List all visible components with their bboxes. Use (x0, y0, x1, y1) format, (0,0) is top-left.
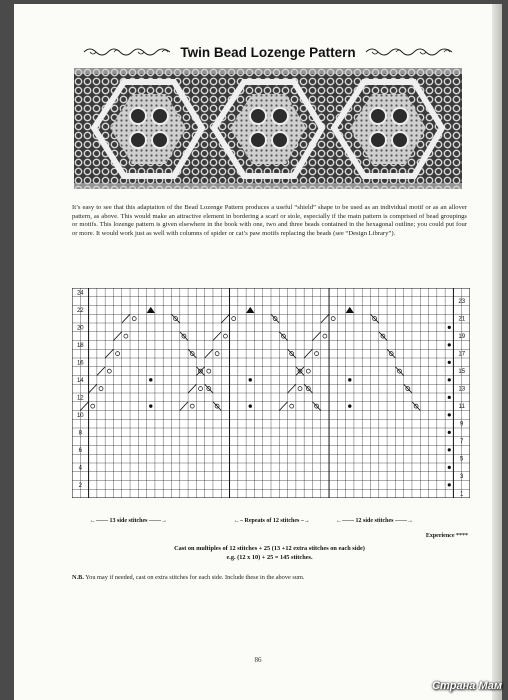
book-page (14, 4, 502, 700)
row-number-right: 19 (458, 334, 466, 341)
bead-symbol (149, 378, 152, 381)
knitting-chart (72, 288, 470, 498)
edge-bead-symbol (448, 413, 451, 416)
row-number-right: 15 (458, 369, 466, 376)
cast-on-line-1: Cast on multiples of 12 stitches + 25 (13 +12 extra stitches on each side) (174, 545, 365, 552)
stitch-label-right: ←—— 12 side stitches ——→ (336, 518, 413, 524)
cast-on-instructions (72, 544, 467, 562)
page-gutter (492, 4, 502, 700)
row-number-right: 23 (458, 299, 466, 306)
edge-bead-symbol (448, 483, 451, 486)
bead-symbol (249, 404, 252, 407)
edge-bead-symbol (448, 431, 451, 434)
row-number-right: 21 (458, 316, 466, 323)
edge-bead-symbol (448, 326, 451, 329)
title-row (70, 42, 466, 62)
row-number-right: 3 (460, 474, 464, 481)
edge-bead-symbol (448, 378, 451, 381)
repeat-stitches: Repeats of 12 stitches (244, 518, 300, 524)
bead-symbol (249, 378, 252, 381)
experience-rating: Experience **** (425, 533, 468, 539)
row-number-left: 18 (76, 342, 84, 349)
row-number-left: 22 (76, 307, 84, 314)
stitch-label-left: ←—— 13 side stitches ——→ (90, 518, 167, 524)
edge-bead-symbol (448, 466, 451, 469)
right-side-stitches: 12 side stitches (355, 518, 394, 524)
row-number-left: 8 (78, 430, 82, 437)
lace-swatch-photo (74, 68, 462, 189)
row-number-right: 11 (458, 404, 465, 411)
row-number-left: 4 (78, 465, 82, 472)
nb-note (72, 574, 467, 581)
row-number-right: 17 (458, 351, 466, 358)
page-number: 86 (254, 656, 262, 664)
edge-bead-symbol (448, 396, 451, 399)
stitch-label-repeat: ←– Repeats of 12 stitches –→ (234, 518, 310, 524)
row-number-left: 16 (76, 360, 84, 367)
row-number-right: 1 (460, 491, 464, 498)
edge-bead-symbol (448, 361, 451, 364)
row-number-right: 13 (458, 386, 466, 393)
bead-symbol (149, 404, 152, 407)
page-title: Twin Bead Lozenge Pattern (180, 44, 356, 60)
row-number-right: 9 (460, 421, 464, 428)
row-number-left: 14 (76, 377, 84, 384)
row-number-left: 20 (76, 325, 84, 332)
cast-on-line-2: e.g. (12 x 10) + 25 = 145 stitches. (226, 554, 313, 561)
nb-label: N.B. (72, 574, 84, 581)
row-number-left: 12 (76, 395, 84, 402)
bead-symbol (348, 378, 351, 381)
bead-symbol (348, 404, 351, 407)
site-watermark: Страна Мам (432, 680, 502, 692)
row-number-left: 24 (76, 290, 84, 297)
row-number-left: 6 (78, 447, 82, 454)
intro-paragraph: It’s easy to see that this adaptation of the Bead Lozenge Pattern produces a useful “shield” shape to be used as an individual motif or as an allover pattern, as above. This would make an attractive element in bordering a scarf or stole, especially if the main pattern is comprised of bead groupings or motifs. This lozenge pattern is given elsewhere in the book with one, two and three beads contained in the hexagonal outline; you could put four or more. It would work just as well with columns of spider or cat’s paw motifs replacing the beads (see “Design Library”). (72, 204, 467, 237)
left-side-stitches: 13 side stitches (109, 518, 148, 524)
edge-bead-symbol (448, 448, 451, 451)
nb-text: You may if needed, cast on extra stitches for each side. Include these in the above sum. (85, 574, 305, 581)
row-number-left: 10 (76, 412, 84, 419)
edge-bead-symbol (448, 343, 451, 346)
right-swirl-ornament (364, 45, 454, 59)
row-number-left: 2 (78, 482, 82, 489)
row-number-right: 5 (460, 456, 464, 463)
left-swirl-ornament (82, 45, 172, 59)
row-number-right: 7 (460, 439, 464, 446)
lace-swatch-image (74, 68, 462, 189)
